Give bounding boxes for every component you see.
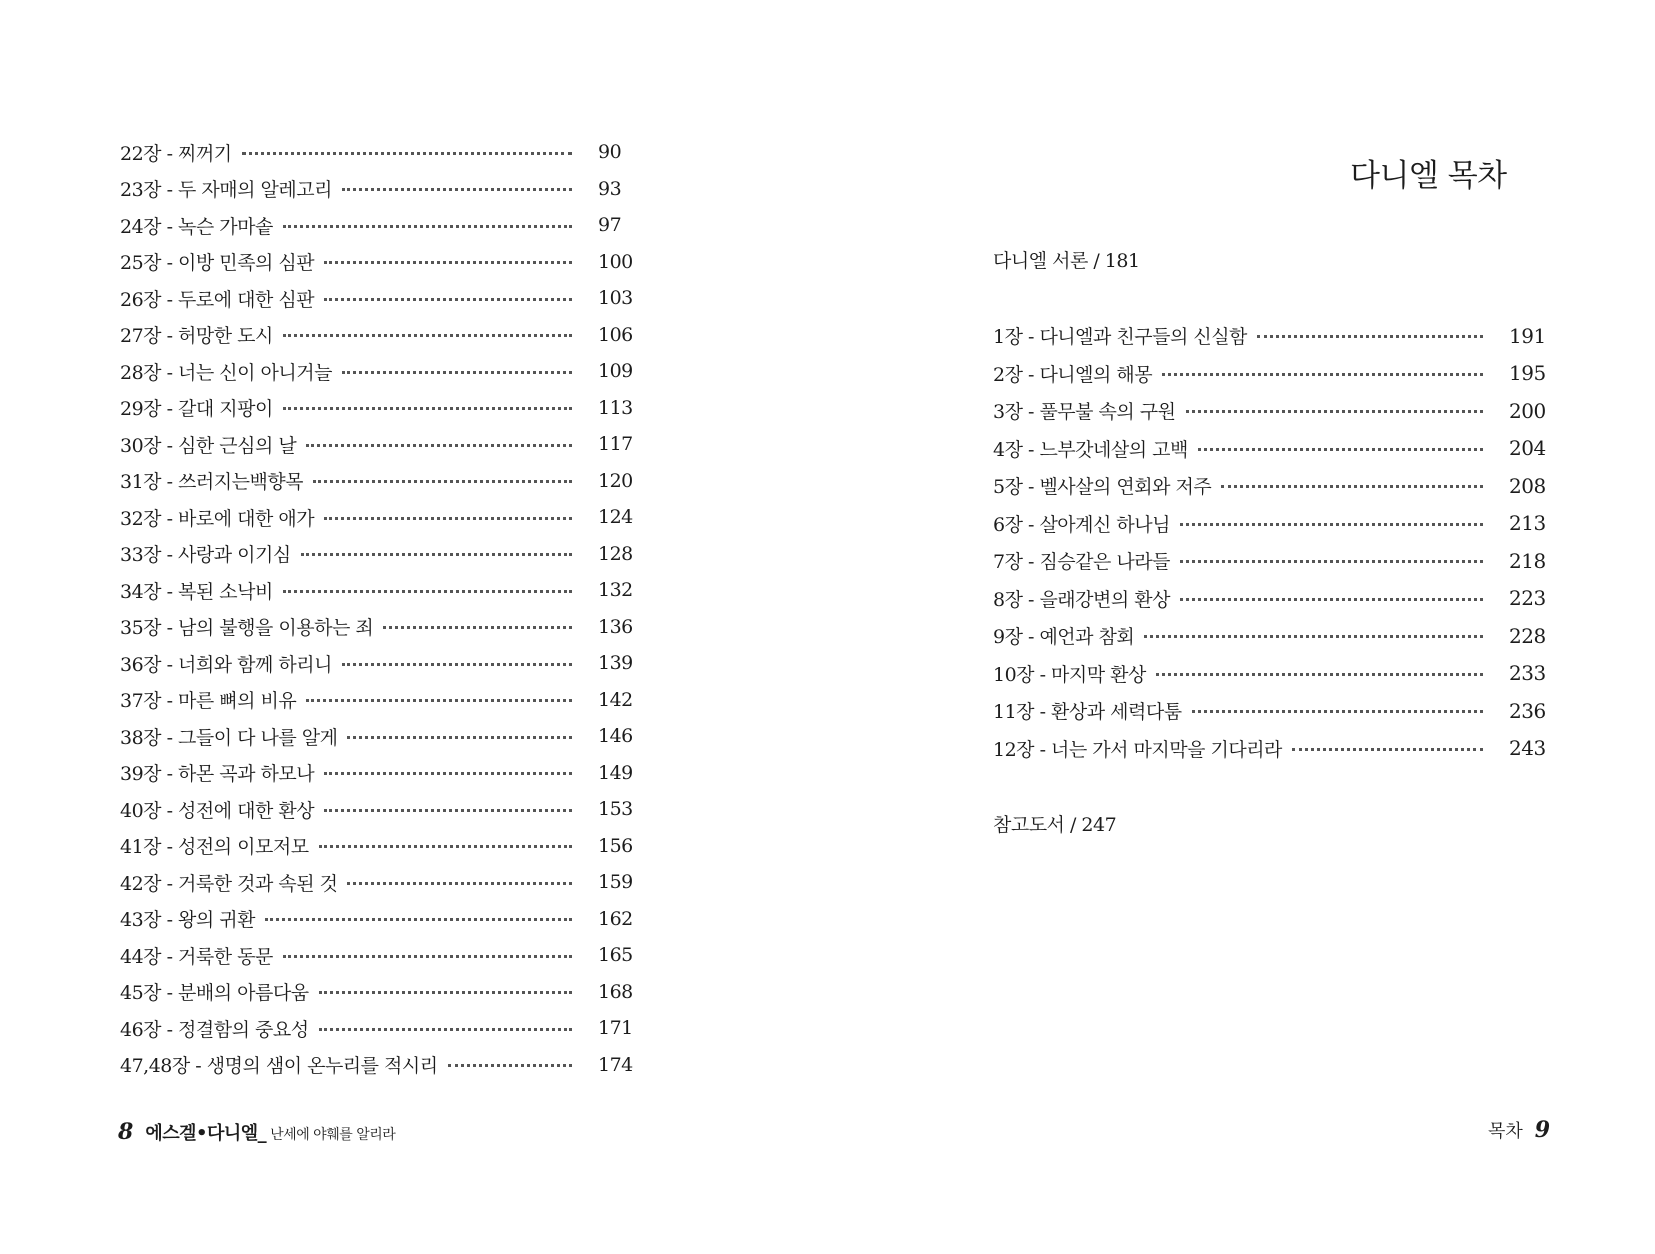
- toc-entry[interactable]: [120, 390, 640, 427]
- toc-entry-label: 47,48장 - 생명의 샘이 온누리를 적시리: [120, 1055, 438, 1078]
- dot-leader: [242, 152, 572, 155]
- toc-entry-page: 200: [1509, 398, 1546, 423]
- toc-entry-label: 23장 - 두 자매의 알레고리: [120, 179, 332, 202]
- toc-entry[interactable]: [120, 280, 640, 317]
- toc-entry-page: 223: [1509, 586, 1546, 611]
- toc-entry[interactable]: [120, 609, 640, 646]
- toc-entry-page: 113: [598, 396, 633, 419]
- toc-entry-label: 3장 - 풀무불 속의 구원: [993, 401, 1176, 424]
- toc-entry-label: 43장 - 왕의 귀환: [120, 909, 255, 932]
- toc-entry[interactable]: [993, 692, 1551, 730]
- dot-leader: [347, 736, 572, 739]
- references-entry[interactable]: 참고도서 / 247: [993, 814, 1117, 836]
- dot-leader: [342, 663, 572, 666]
- toc-entry-label: 44장 - 거룩한 동문: [120, 945, 273, 968]
- toc-entry-label: 1장 - 다니엘과 친구들의 신실함: [993, 326, 1247, 349]
- page-number: 9: [1534, 1117, 1551, 1143]
- right-page: [828, 0, 1655, 1254]
- toc-entry-label: 32장 - 바로에 대한 애가: [120, 507, 315, 530]
- toc-entry[interactable]: [120, 755, 640, 792]
- toc-entry-page: 174: [598, 1053, 633, 1076]
- dot-leader: [324, 809, 572, 812]
- toc-entry-page: 159: [598, 871, 633, 894]
- toc-entry-label: 27장 - 허망한 도시: [120, 325, 273, 348]
- toc-entry-page: 208: [1509, 473, 1546, 498]
- dot-leader: [1180, 523, 1483, 526]
- dot-leader: [1144, 635, 1483, 638]
- toc-entry-label: 34장 - 복된 소낙비: [120, 580, 273, 603]
- toc-entry-label: 37장 - 마른 뼈의 비유: [120, 690, 297, 713]
- right-page-footer: [1488, 1117, 1550, 1143]
- daniel-toc-list: [993, 317, 1551, 767]
- toc-entry-page: 195: [1509, 361, 1546, 386]
- toc-entry-label: 12장 - 너는 가서 마지막을 기다리라: [993, 738, 1282, 761]
- toc-entry-page: 191: [1509, 323, 1546, 348]
- toc-entry-label: 28장 - 너는 신이 아니거늘: [120, 361, 332, 384]
- toc-entry-page: 165: [598, 944, 633, 967]
- toc-entry[interactable]: [120, 134, 640, 171]
- toc-entry-label: 10장 - 마지막 환상: [993, 663, 1146, 686]
- dot-leader: [319, 991, 572, 994]
- running-book-subtitle: 난세에 야훼를 알리라: [270, 1127, 396, 1143]
- toc-entry[interactable]: [120, 1047, 640, 1084]
- dot-leader: [1292, 748, 1483, 751]
- dot-leader: [1162, 373, 1483, 376]
- toc-entry[interactable]: [120, 353, 640, 390]
- dot-leader: [342, 188, 572, 191]
- toc-entry-page: 109: [598, 360, 633, 383]
- toc-entry-page: 233: [1509, 661, 1546, 686]
- toc-entry-page: 124: [598, 506, 633, 529]
- toc-entry-label: 22장 - 찌꺼기: [120, 142, 232, 165]
- toc-entry[interactable]: [120, 937, 640, 974]
- toc-entry-label: 4장 - 느부갓네살의 고백: [993, 438, 1188, 461]
- toc-entry-page: 204: [1509, 436, 1546, 461]
- dot-leader: [347, 882, 572, 885]
- toc-entry-page: 128: [598, 542, 633, 565]
- dot-leader: [283, 590, 572, 593]
- toc-entry-page: 236: [1509, 698, 1546, 723]
- dot-leader: [1257, 335, 1483, 338]
- dot-leader: [324, 298, 572, 301]
- left-page-footer: [118, 1119, 395, 1145]
- toc-entry[interactable]: [993, 505, 1551, 543]
- dot-leader: [1221, 485, 1483, 488]
- dot-leader: [283, 225, 572, 228]
- dot-leader: [1198, 448, 1483, 451]
- toc-entry-page: 218: [1509, 548, 1546, 573]
- toc-entry[interactable]: [993, 467, 1551, 505]
- toc-entry-page: 168: [598, 980, 633, 1003]
- dot-leader: [324, 517, 572, 520]
- dot-leader: [265, 918, 572, 921]
- toc-entry-label: 24장 - 녹슨 가마솥: [120, 215, 273, 238]
- dot-leader: [319, 845, 572, 848]
- toc-entry-label: 7장 - 짐승같은 나라들: [993, 551, 1170, 574]
- toc-entry-label: 26장 - 두로에 대한 심판: [120, 288, 315, 311]
- toc-entry-page: 93: [598, 177, 622, 200]
- toc-entry-label: 25장 - 이방 민족의 심판: [120, 252, 315, 275]
- toc-entry-page: 139: [598, 652, 633, 675]
- toc-entry-label: 5장 - 벨사살의 연회와 저주: [993, 476, 1212, 499]
- toc-entry-label: 39장 - 하몬 곡과 하모나: [120, 763, 315, 786]
- toc-entry-page: 243: [1509, 736, 1546, 761]
- toc-entry-page: 149: [598, 761, 633, 784]
- running-book-title: 에스겔•다니엘_: [145, 1123, 267, 1144]
- toc-entry-label: 6장 - 살아계신 하나님: [993, 513, 1170, 536]
- toc-entry-page: 162: [598, 907, 633, 930]
- dot-leader: [324, 772, 572, 775]
- dot-leader: [342, 371, 572, 374]
- toc-entry[interactable]: [993, 655, 1551, 693]
- dot-leader: [301, 553, 572, 556]
- toc-entry[interactable]: [120, 499, 640, 536]
- toc-entry[interactable]: [120, 901, 640, 938]
- toc-entry-label: 45장 - 분배의 아름다움: [120, 982, 309, 1005]
- toc-entry[interactable]: [120, 207, 640, 244]
- toc-entry-label: 31장 - 쓰러지는백향목: [120, 471, 304, 494]
- toc-entry[interactable]: [120, 426, 640, 463]
- dot-leader: [448, 1064, 572, 1067]
- toc-entry[interactable]: [120, 864, 640, 901]
- toc-entry[interactable]: [120, 463, 640, 500]
- ezekiel-toc-list: [120, 134, 640, 1083]
- toc-entry[interactable]: [993, 617, 1551, 655]
- toc-entry-label: 33장 - 사랑과 이기심: [120, 544, 291, 567]
- toc-entry-page: 146: [598, 725, 633, 748]
- dot-leader: [306, 699, 572, 702]
- toc-entry-label: 35장 - 남의 불행을 이용하는 죄: [120, 617, 374, 640]
- toc-entry[interactable]: [120, 1010, 640, 1047]
- toc-entry-page: 213: [1509, 511, 1546, 536]
- toc-entry[interactable]: [993, 355, 1551, 393]
- toc-entry-page: 153: [598, 798, 633, 821]
- toc-entry[interactable]: [993, 430, 1551, 468]
- dot-leader: [383, 626, 572, 629]
- toc-entry-label: 30장 - 심한 근심의 날: [120, 434, 297, 457]
- toc-entry-page: 142: [598, 688, 633, 711]
- dot-leader: [283, 955, 572, 958]
- dot-leader: [283, 334, 572, 337]
- toc-entry-label: 38장 - 그들이 다 나를 알게: [120, 726, 338, 749]
- running-section-label: 목차: [1488, 1121, 1523, 1142]
- toc-entry[interactable]: [120, 791, 640, 828]
- toc-entry-page: 120: [598, 469, 633, 492]
- toc-entry-page: 106: [598, 323, 633, 346]
- toc-entry-label: 41장 - 성전의 이모저모: [120, 836, 309, 859]
- toc-entry[interactable]: [993, 730, 1551, 768]
- toc-entry-label: 36장 - 너희와 함께 하리니: [120, 653, 332, 676]
- toc-entry-page: 103: [598, 287, 633, 310]
- toc-heading: 다니엘 목차: [1350, 158, 1507, 194]
- daniel-introduction-entry[interactable]: 다니엘 서론 / 181: [993, 250, 1140, 272]
- toc-entry[interactable]: [120, 536, 640, 573]
- dot-leader: [283, 407, 572, 410]
- toc-entry-label: 8장 - 을래강변의 환상: [993, 588, 1170, 611]
- dot-leader: [313, 480, 572, 483]
- toc-entry[interactable]: [993, 392, 1551, 430]
- toc-entry[interactable]: [120, 572, 640, 609]
- dot-leader: [1192, 710, 1483, 713]
- toc-entry[interactable]: [993, 542, 1551, 580]
- toc-entry[interactable]: [120, 645, 640, 682]
- toc-entry-label: 9장 - 예언과 참회: [993, 626, 1135, 649]
- toc-entry-label: 42장 - 거룩한 것과 속된 것: [120, 872, 338, 895]
- page-number: 8: [118, 1119, 134, 1145]
- toc-entry[interactable]: [120, 171, 640, 208]
- toc-entry-page: 136: [598, 615, 633, 638]
- toc-entry-label: 2장 - 다니엘의 해몽: [993, 363, 1153, 386]
- toc-entry-label: 46장 - 정결함의 중요성: [120, 1018, 309, 1041]
- toc-entry-page: 171: [598, 1017, 633, 1040]
- dot-leader: [306, 444, 572, 447]
- toc-entry-page: 117: [598, 433, 633, 456]
- dot-leader: [324, 261, 572, 264]
- toc-entry[interactable]: [120, 682, 640, 719]
- left-page: [0, 0, 827, 1254]
- toc-entry[interactable]: [120, 317, 640, 354]
- dot-leader: [319, 1028, 572, 1031]
- toc-entry-label: 29장 - 갈대 지팡이: [120, 398, 273, 421]
- dot-leader: [1180, 598, 1483, 601]
- toc-entry-page: 228: [1509, 623, 1546, 648]
- toc-entry[interactable]: [993, 317, 1551, 355]
- dot-leader: [1186, 410, 1484, 413]
- toc-entry-page: 90: [598, 141, 622, 164]
- dot-leader: [1156, 673, 1483, 676]
- toc-entry[interactable]: [120, 974, 640, 1011]
- toc-entry-page: 97: [598, 214, 622, 237]
- toc-entry[interactable]: [120, 244, 640, 281]
- toc-entry-label: 40장 - 성전에 대한 환상: [120, 799, 315, 822]
- toc-entry-page: 156: [598, 834, 633, 857]
- toc-entry-page: 100: [598, 250, 633, 273]
- dot-leader: [1180, 560, 1483, 563]
- toc-entry[interactable]: [120, 828, 640, 865]
- toc-entry[interactable]: [120, 718, 640, 755]
- toc-entry[interactable]: [993, 580, 1551, 618]
- toc-entry-page: 132: [598, 579, 633, 602]
- toc-entry-label: 11장 - 환상과 세력다툼: [993, 701, 1182, 724]
